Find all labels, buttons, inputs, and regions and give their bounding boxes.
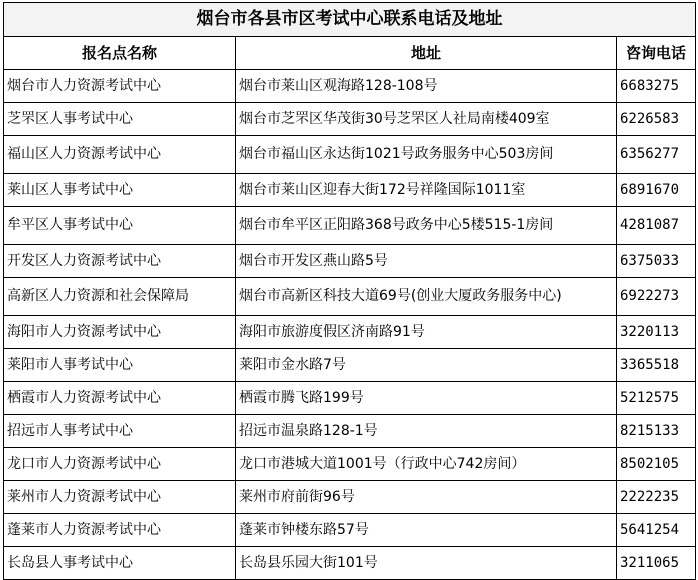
- cell-address: 龙口市港城大道1001号（行政中心742房间）: [236, 448, 617, 481]
- cell-address: 烟台市莱山区观海路128-108号: [236, 70, 617, 103]
- cell-phone: 6226583: [617, 103, 696, 136]
- cell-name: 烟台市人力资源考试中心: [4, 70, 236, 103]
- cell-name: 招远市人事考试中心: [4, 415, 236, 448]
- cell-address: 烟台市芝罘区华茂街30号芝罘区人社局南楼409室: [236, 103, 617, 136]
- table-title: 烟台市各县市区考试中心联系电话及地址: [4, 3, 696, 37]
- header-name: 报名点名称: [4, 37, 236, 70]
- table-row: [4, 382, 696, 415]
- cell-address: 莱州市府前街96号: [236, 481, 617, 514]
- cell-phone: 2222235: [617, 481, 696, 514]
- cell-phone: 6356277: [617, 136, 696, 174]
- cell-name: 高新区人力资源和社会保障局: [4, 278, 236, 316]
- cell-name: 牟平区人事考试中心: [4, 207, 236, 245]
- cell-name: 蓬莱市人力资源考试中心: [4, 514, 236, 547]
- cell-phone: 6683275: [617, 70, 696, 103]
- table-row: [4, 70, 696, 103]
- table-row: [4, 103, 696, 136]
- table-row: [4, 448, 696, 481]
- cell-name: 莱山区人事考试中心: [4, 174, 236, 207]
- header-phone: 咨询电话: [617, 37, 696, 70]
- cell-name: 长岛县人事考试中心: [4, 547, 236, 580]
- cell-name: 福山区人力资源考试中心: [4, 136, 236, 174]
- cell-name: 海阳市人力资源考试中心: [4, 316, 236, 349]
- cell-address: 烟台市牟平区正阳路368号政务中心5楼515-1房间: [236, 207, 617, 245]
- table-row: [4, 245, 696, 278]
- cell-phone: 5641254: [617, 514, 696, 547]
- cell-name: 栖霞市人力资源考试中心: [4, 382, 236, 415]
- cell-phone: 8215133: [617, 415, 696, 448]
- cell-phone: 3211065: [617, 547, 696, 580]
- cell-name: 开发区人力资源考试中心: [4, 245, 236, 278]
- cell-name: 龙口市人力资源考试中心: [4, 448, 236, 481]
- cell-phone: 6375033: [617, 245, 696, 278]
- cell-phone: 5212575: [617, 382, 696, 415]
- cell-phone: 3220113: [617, 316, 696, 349]
- cell-phone: 6922273: [617, 278, 696, 316]
- table-row: [4, 136, 696, 174]
- cell-address: 烟台市开发区燕山路5号: [236, 245, 617, 278]
- cell-phone: 6891670: [617, 174, 696, 207]
- cell-address: 海阳市旅游度假区济南路91号: [236, 316, 617, 349]
- cell-address: 长岛县乐园大街101号: [236, 547, 617, 580]
- cell-name: 芝罘区人事考试中心: [4, 103, 236, 136]
- cell-address: 烟台市福山区永达街1021号政务服务中心503房间: [236, 136, 617, 174]
- cell-address: 莱阳市金水路7号: [236, 349, 617, 382]
- contact-table: [3, 2, 696, 580]
- header-row: [4, 37, 696, 70]
- cell-name: 莱阳市人事考试中心: [4, 349, 236, 382]
- cell-phone: 3365518: [617, 349, 696, 382]
- table-row: [4, 547, 696, 580]
- cell-phone: 8502105: [617, 448, 696, 481]
- cell-address: 蓬莱市钟楼东路57号: [236, 514, 617, 547]
- table-row: [4, 349, 696, 382]
- cell-address: 栖霞市腾飞路199号: [236, 382, 617, 415]
- table-row: [4, 207, 696, 245]
- cell-address: 烟台市高新区科技大道69号(创业大厦政务服务中心): [236, 278, 617, 316]
- table-row: [4, 316, 696, 349]
- cell-address: 招远市温泉路128-1号: [236, 415, 617, 448]
- cell-address: 烟台市莱山区迎春大街172号祥隆国际1011室: [236, 174, 617, 207]
- table-row: [4, 174, 696, 207]
- header-address: 地址: [236, 37, 617, 70]
- table-row: [4, 481, 696, 514]
- cell-phone: 4281087: [617, 207, 696, 245]
- title-row: [4, 3, 696, 37]
- table-row: [4, 278, 696, 316]
- table-row: [4, 514, 696, 547]
- table-row: [4, 415, 696, 448]
- cell-name: 莱州市人力资源考试中心: [4, 481, 236, 514]
